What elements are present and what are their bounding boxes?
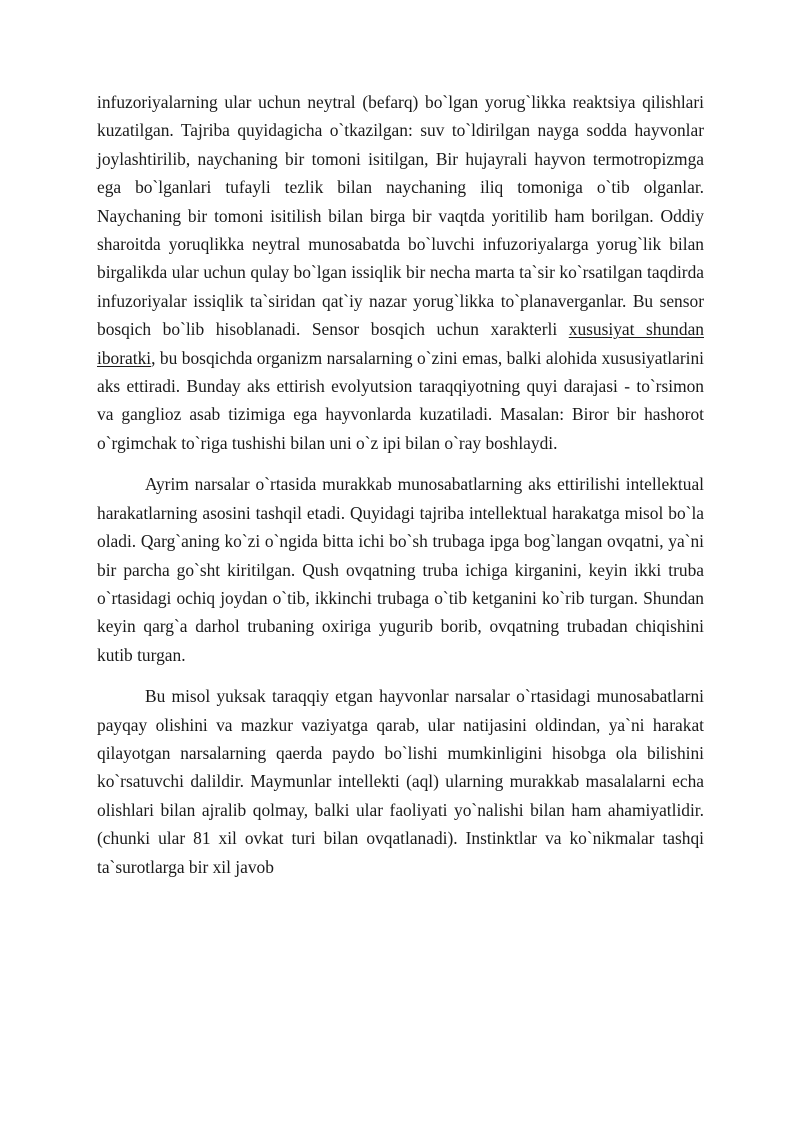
- paragraph-1-text-end: , bu bosqichda organizm narsalarning o`zini emas, balki alohida xususiyatlarini aks ettiradi. Bunday aks ettirish evolyutsion taraqqiyotning quyi darajasi - to`rsimon va ganglioz asab tizimiga ega hayvonlarda kuzatiladi. Masalan: Biror bir hashorot o`rgimchak to`riga tushishi bilan uni o`z ipi bilan o`ray boshlaydi.: [97, 347, 704, 453]
- paragraph-1: [97, 88, 704, 457]
- document-page: [97, 88, 704, 881]
- paragraph-3: Bu misol yuksak taraqqiy etgan hayvonlar narsalar o`rtasidagi munosabatlarni payqay olishini va mazkur vaziyatga qarab, ular natijasini oldindan, ya`ni harakat qilayotgan narsalarning qaerda paydo bo`lishi mumkinligini hisobga ola bilishini ko`rsatuvchi dalildir. Maymunlar intellekti (aql) ularning murakkab masalalarni echa olishlari bilan ajralib qolmay, balki ular faoliyati yo`nalishi bilan ham ahamiyatlidir. (chunki ular 81 xil ovkat turi bilan ovqatlanadi). Instinktlar va ko`nikmalar tashqi ta`surotlarga bir xil javob: [97, 686, 704, 877]
- paragraph-2: Ayrim narsalar o`rtasida murakkab munosabatlarning aks ettirilishi intellektual harakatlarning asosini tashqil etadi. Quyidagi tajriba intellektual harakatga misol bo`la oladi. Qarg`aning ko`zi o`ngida bitta ichi bo`sh trubaga ipga bog`langan ovqatni, ya`ni bir parcha go`sht kiritilgan. Qush ovqatning truba ichiga kirganini, keyin ikki truba o`rtasidagi ochiq joydan o`tib, ikkinchi trubaga o`tib ketganini ko`rib turgan. Shundan keyin qarg`a darhol trubaning oxiriga yugurib borib, ovqatning trubadan chiqishini kutib turgan.: [97, 474, 704, 665]
- paragraph-1-text-start: infuzoriyalarning ular uchun neytral (befarq) bo`lgan yorug`likka reaktsiya qilishlari kuzatilgan. Tajriba quyidagicha o`tkazilgan: suv to`ldirilgan nayga sodda hayvonlar joylashtirilib, naychaning bir tomoni isitilgan, Bir hujayrali hayvon termotropizmga ega bo`lganlari tufayli tezlik bilan naychaning iliq tomoniga o`tib olganlar. Naychaning bir tomoni isitilish bilan birga bir vaqtda yoritilib ham borilgan. Oddiy sharoitda yoruqlikka neytral munosabatda bo`luvchi infuzoriyalarga yorug`lik bilan birgalikda ular uchun qulay bo`lgan issiqlik bir necha marta ta`sir ko`rsatilgan taqdirda infuzoriyalar issiqlik ta`siridan qat`iy nazar yorug`likka to`planaverganlar. Bu sensor bosqich bo`lib hisoblanadi. Sensor bosqich uchun xarakterli: [97, 92, 704, 340]
- underlined-phrase: xususiyat shundan iboratki: [97, 319, 704, 368]
